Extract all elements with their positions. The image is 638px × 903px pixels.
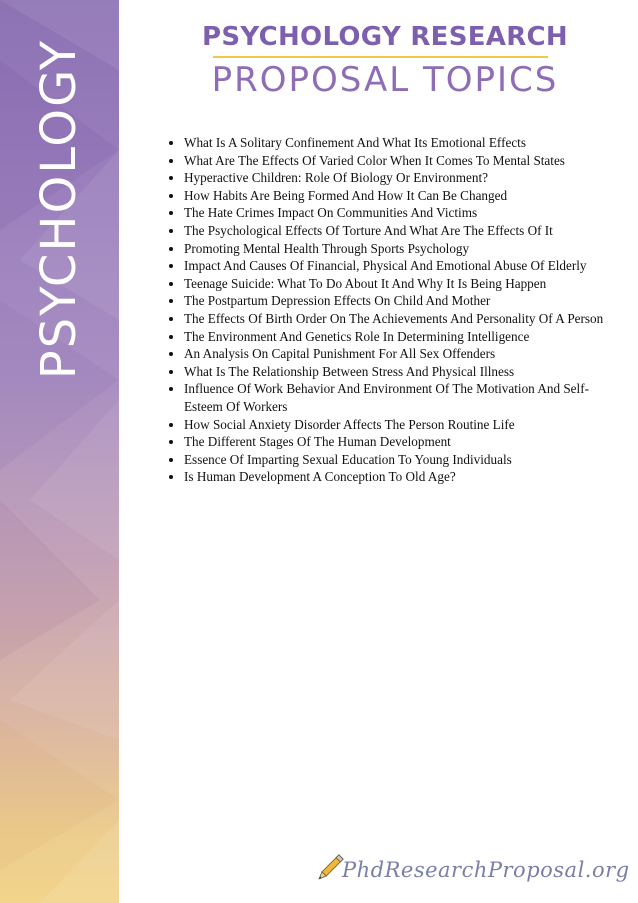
list-item: • What Are The Effects Of Varied Color When It Comes To Mental States bbox=[184, 152, 609, 170]
topics-list bbox=[167, 134, 609, 486]
list-item: • The Different Stages Of The Human Development bbox=[184, 433, 609, 451]
title-divider bbox=[213, 56, 548, 58]
list-item: • What Is The Relationship Between Stress And Physical Illness bbox=[184, 363, 609, 381]
list-item: • Influence Of Work Behavior And Environment Of The Motivation And Self-Esteem Of Workers bbox=[184, 380, 609, 415]
list-item: • Essence Of Imparting Sexual Education To Young Individuals bbox=[184, 451, 609, 469]
list-item: • Promoting Mental Health Through Sports Psychology bbox=[184, 240, 609, 258]
brand-wordmark: PhdResearchProposal.org bbox=[342, 858, 630, 882]
list-item: • Teenage Suicide: What To Do About It And Why It Is Being Happen bbox=[184, 275, 609, 293]
list-item: • An Analysis On Capital Punishment For All Sex Offenders bbox=[184, 345, 609, 363]
brand-logo bbox=[312, 852, 630, 888]
list-item: • The Environment And Genetics Role In Determining Intelligence bbox=[184, 328, 609, 346]
sidebar-vertical-title: PSYCHOLOGY bbox=[31, 38, 87, 380]
list-item: • The Psychological Effects Of Torture And What Are The Effects Of It bbox=[184, 222, 609, 240]
pencil-icon bbox=[312, 852, 346, 886]
list-item: • What Is A Solitary Confinement And What Its Emotional Effects bbox=[184, 134, 609, 152]
list-item: • How Habits Are Being Formed And How It Can Be Changed bbox=[184, 187, 609, 205]
sidebar-banner bbox=[0, 0, 119, 903]
list-item: • The Effects Of Birth Order On The Achievements And Personality Of A Person bbox=[184, 310, 609, 328]
page-title-line1: PSYCHOLOGY RESEARCH bbox=[202, 22, 568, 52]
list-item: • How Social Anxiety Disorder Affects The Person Routine Life bbox=[184, 416, 609, 434]
list-item: • The Hate Crimes Impact On Communities And Victims bbox=[184, 204, 609, 222]
list-item: • Impact And Causes Of Financial, Physical And Emotional Abuse Of Elderly bbox=[184, 257, 609, 275]
list-item: • The Postpartum Depression Effects On Child And Mother bbox=[184, 292, 609, 310]
list-item: • Is Human Development A Conception To Old Age? bbox=[184, 468, 609, 486]
list-item: • Hyperactive Children: Role Of Biology Or Environment? bbox=[184, 169, 609, 187]
page-title-line2: PROPOSAL TOPICS bbox=[211, 60, 559, 100]
